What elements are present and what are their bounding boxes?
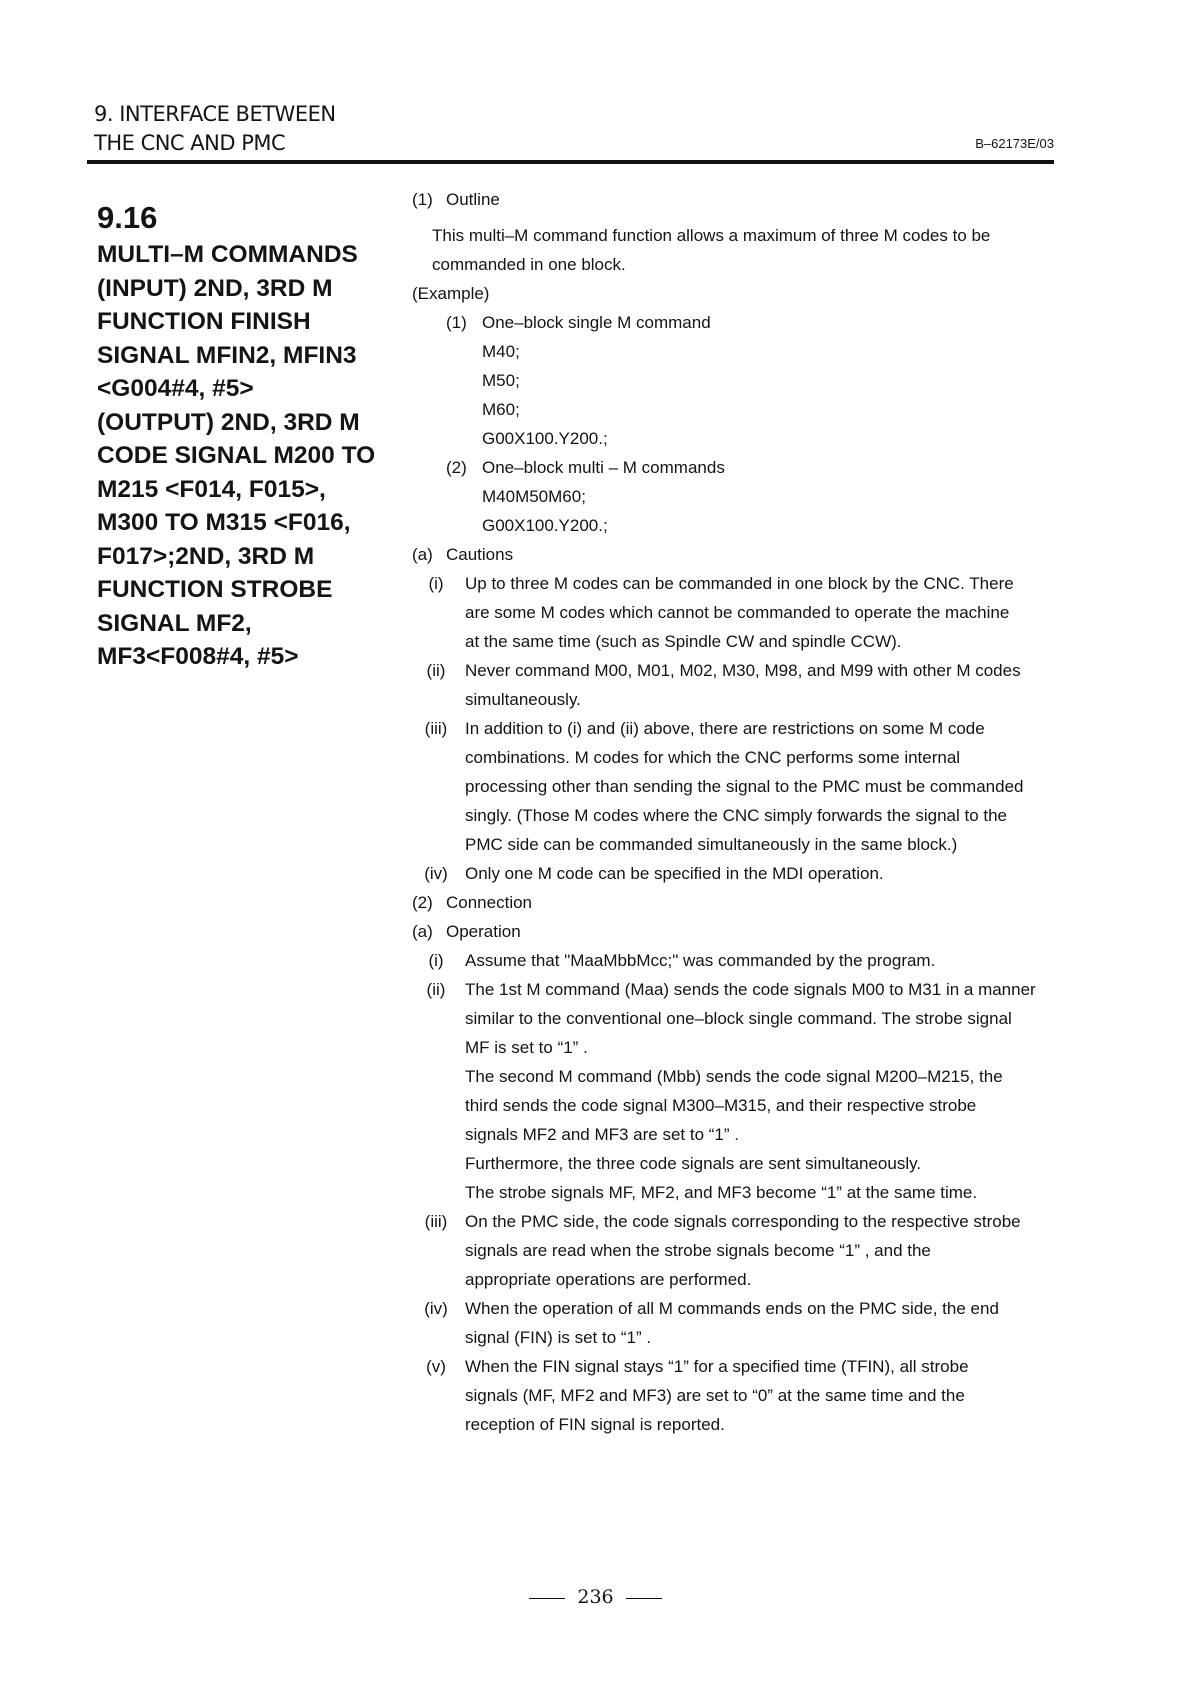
- body-line: simultaneously.: [465, 690, 581, 709]
- body-line: This multi–M command function allows a maximum of three M codes to be: [432, 226, 991, 245]
- body-line: Operation: [446, 922, 521, 941]
- body-line: PMC side can be commanded simultaneously in the same block.): [465, 835, 958, 854]
- body-line: G00X100.Y200.;: [482, 516, 608, 535]
- body-line: Never command M00, M01, M02, M30, M98, and M99 with other M codes: [465, 661, 1021, 680]
- section-title-line: MULTI–M COMMANDS: [97, 241, 358, 268]
- section-title-line: (INPUT) 2ND, 3RD M: [97, 274, 333, 302]
- body-line: Connection: [446, 893, 533, 912]
- body-line: M40;: [482, 342, 520, 361]
- body-line: One–block single M command: [482, 313, 711, 332]
- body-line: Cautions: [446, 545, 514, 564]
- list-marker: (i): [428, 574, 444, 593]
- body-line: Furthermore, the three code signals are sent simultaneously.: [465, 1154, 922, 1173]
- section-title-line: M215 <F014, F015>,: [97, 475, 326, 503]
- list-marker: (iv): [424, 1299, 448, 1318]
- body-line: signals (MF, MF2 and MF3) are set to “0” at the same time and the: [465, 1386, 965, 1405]
- section-title-line: <G004#4, #5>: [97, 375, 254, 402]
- document-number: B–62173E/03: [975, 136, 1054, 151]
- body-line: MF is set to “1” .: [465, 1038, 588, 1057]
- body-line: The second M command (Mbb) sends the code signal M200–M215, the: [465, 1067, 1003, 1086]
- section-number: 9.16: [97, 200, 158, 235]
- section-title-line: M300 TO M315 <F016,: [97, 509, 351, 536]
- body-line: at the same time (such as Spindle CW and spindle CCW).: [465, 632, 902, 651]
- list-marker: (a): [412, 545, 433, 564]
- list-marker: (1): [412, 190, 433, 209]
- body-line: combinations. M codes for which the CNC performs some internal: [465, 748, 961, 767]
- body-line: signals MF2 and MF3 are set to “1” .: [465, 1125, 739, 1144]
- body-line: signal (FIN) is set to “1” .: [465, 1328, 652, 1347]
- body-line: processing other than sending the signal to the PMC must be commanded: [465, 777, 1024, 796]
- body-line: In addition to (i) and (ii) above, there are restrictions on some M code: [465, 719, 985, 738]
- body-line: singly. (Those M codes where the CNC simply forwards the signal to the: [465, 806, 1008, 825]
- page-footer: [0, 1586, 1191, 1608]
- body-line: reception of FIN signal is reported.: [465, 1415, 725, 1434]
- list-marker: (a): [412, 922, 433, 941]
- list-marker: (v): [426, 1357, 446, 1376]
- section-title-line: FUNCTION STROBE: [97, 576, 333, 603]
- list-marker: (iii): [424, 1212, 448, 1231]
- body-line: Outline: [446, 190, 500, 209]
- body-line: One–block multi – M commands: [482, 458, 725, 477]
- body-line: G00X100.Y200.;: [482, 429, 608, 448]
- body-line: third sends the code signal M300–M315, and their respective strobe: [465, 1096, 977, 1115]
- body-line: appropriate operations are performed.: [465, 1270, 752, 1289]
- body-line: The 1st M command (Maa) sends the code signals M00 to M31 in a manner: [465, 980, 1036, 999]
- body-line: The strobe signals MF, MF2, and MF3 become “1” at the same time.: [465, 1183, 978, 1202]
- page-number: 236: [577, 1586, 614, 1608]
- section-title-line: CODE SIGNAL M200 TO: [97, 442, 376, 469]
- body-line: M40M50M60;: [482, 487, 586, 506]
- list-marker: (iv): [424, 864, 448, 883]
- section-title-line: (OUTPUT) 2ND, 3RD M: [97, 408, 360, 436]
- body-line: are some M codes which cannot be commanded to operate the machine: [465, 603, 1010, 622]
- footer-dash-right: [626, 1598, 662, 1599]
- list-marker: (2): [446, 458, 467, 477]
- list-marker: (ii): [426, 661, 446, 680]
- body-line: commanded in one block.: [432, 255, 626, 274]
- list-marker: (1): [446, 313, 467, 332]
- list-marker: (i): [428, 951, 444, 970]
- body-line: Up to three M codes can be commanded in one block by the CNC. There: [465, 574, 1014, 593]
- chapter-line-1: 9. INTERFACE BETWEEN: [94, 102, 336, 126]
- footer-dash-left: [529, 1598, 565, 1599]
- body-line: M50;: [482, 371, 520, 390]
- chapter-line-2: THE CNC AND PMC: [94, 131, 286, 155]
- body-line: similar to the conventional one–block single command. The strobe signal: [465, 1009, 1012, 1028]
- section-title-line: SIGNAL MFIN2, MFIN3: [97, 341, 357, 369]
- list-marker: (2): [412, 893, 433, 912]
- body-line: On the PMC side, the code signals corresponding to the respective strobe: [465, 1212, 1021, 1231]
- body-line: When the operation of all M commands ends on the PMC side, the end: [465, 1299, 999, 1318]
- section-title-line: FUNCTION FINISH: [97, 308, 311, 335]
- section-title-line: MF3<F008#4, #5>: [97, 643, 299, 670]
- section-title-line: F017>;2ND, 3RD M: [97, 542, 315, 570]
- body-line: When the FIN signal stays “1” for a specified time (TFIN), all strobe: [465, 1357, 969, 1376]
- list-marker: (ii): [426, 980, 446, 999]
- body-line: (Example): [412, 284, 490, 303]
- body-line: M60;: [482, 400, 520, 419]
- list-marker: (iii): [424, 719, 448, 738]
- body-line: signals are read when the strobe signals become “1” , and the: [465, 1241, 931, 1260]
- body-line: Assume that "MaaMbbMcc;" was commanded by the program.: [465, 951, 936, 970]
- body-line: Only one M code can be specified in the MDI operation.: [465, 864, 884, 883]
- section-title-line: SIGNAL MF2,: [97, 609, 252, 637]
